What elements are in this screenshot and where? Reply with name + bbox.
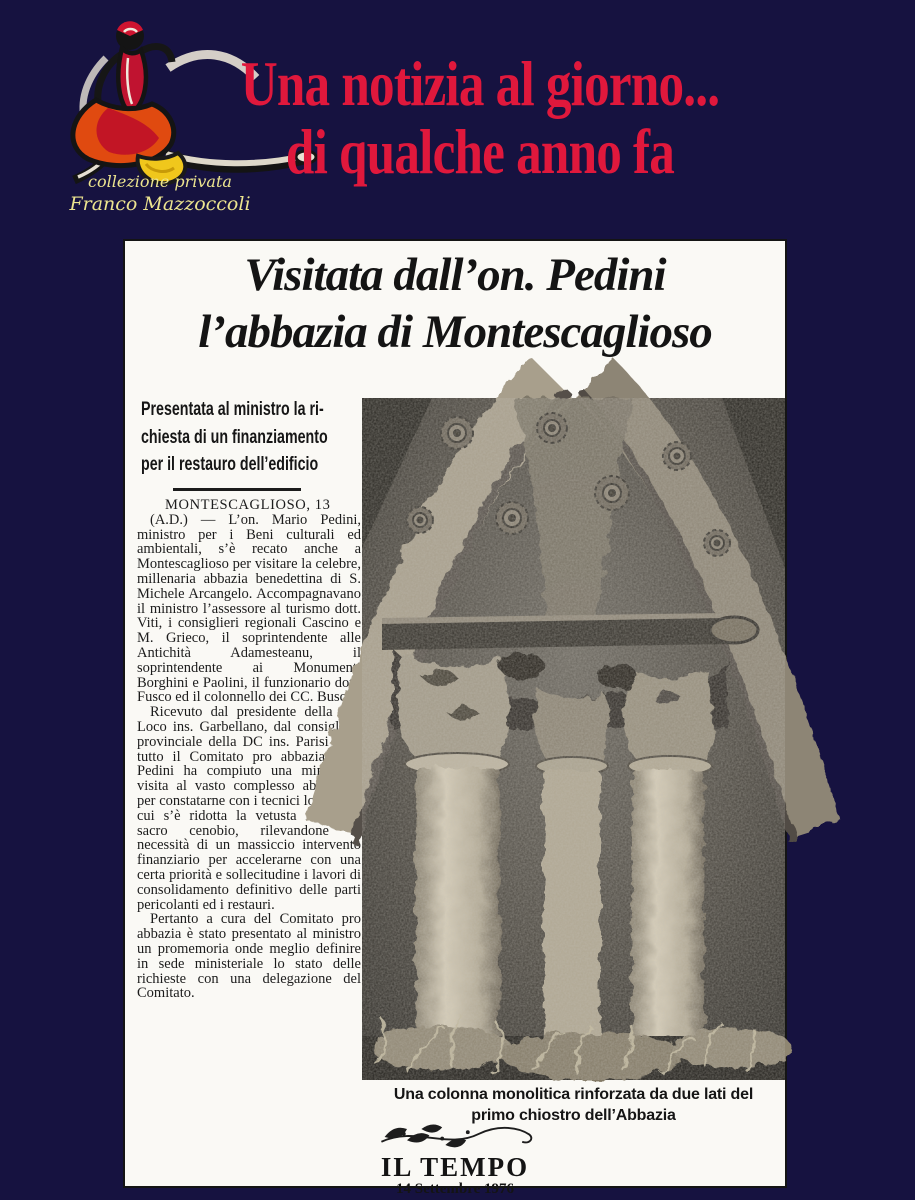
masthead	[125, 1121, 785, 1197]
article-headline	[125, 247, 785, 361]
dateline: MONTESCAGLIOSO, 13	[165, 497, 331, 513]
headline-line2: l’abbazia di Montescaglioso	[198, 306, 712, 358]
subhead-divider-rule	[173, 488, 301, 491]
newspaper-clipping	[123, 239, 787, 1197]
photo-caption	[362, 1084, 785, 1126]
collection-credit	[0, 172, 320, 216]
body-paragraph: Ricevuto dal presidente della Pro Loco ins. Garbellano, dal consigliere provinciale della DC ins. Parisi e da tutto il Comitato pro abbazia l’on. Pedini ha compiuto una minuziosa visita al vasto complesso abbaziale, per constatarne con i tecnici lo stato in cui s’è ridotta la vetusta mole del sacro cenobio, rilevandone la necessità di un massiccio intervento finanziario per accelerarne con una certa priorità e sollecitudine i lavori di consolidamento definitivo delle parti pericolanti ed i restauri.	[137, 704, 361, 913]
article-subhead	[141, 396, 328, 479]
body-paragraph: (A.D.) — L’on. Mario Pedini, ministro per i Beni culturali ed ambientali, s’è recato anche a Montescaglioso per visitare la celebre, millenaria abbazia benedettina di S. Michele Arcangelo. Accompagnavano il ministro l’assessore al turismo dott. Viti, i consiglieri regionali Cascino e M. Grieco, il soprintendente alle Antichità Adamesteanu, il soprintendente ai Monumenti Borghini e Paolini, il funzionario dott. Fusco ed il colonnello dei CC. Buscia.	[137, 511, 361, 706]
site-title-line1: Una notizia al giorno...	[240, 48, 720, 119]
subhead-line3: per il restauro dell’edificio	[141, 453, 319, 475]
cloister-column-photo	[362, 398, 785, 1080]
vine-ornament-icon	[365, 1121, 545, 1153]
collection-line2: Franco Mazzoccoli	[69, 193, 251, 215]
newspaper-date: 14 Settembre 1976	[395, 1181, 515, 1197]
subhead-line1: Presentata al ministro la ri-	[141, 398, 324, 420]
photo-caption-line2: primo chiostro dell’Abbazia	[471, 1107, 676, 1124]
newspaper-name: IL TEMPO	[380, 1152, 530, 1182]
collection-line1: collezione privata	[88, 172, 232, 191]
subhead-line2: chiesta di un finanziamento	[141, 425, 328, 448]
site-title-line2: di qualche anno fa	[285, 116, 675, 187]
body-paragraph: Pertanto a cura del Comitato pro abbazia è stato presentato al ministro un promemoria onde meglio definire in sede ministeriale lo stato delle richieste con una delegazione del Comitato.	[137, 911, 361, 1002]
headline-line1: Visitata dall’on. Pedini	[244, 249, 666, 301]
site-title	[200, 50, 760, 186]
photo-caption-line1: Una colonna monolitica rinforzata da due lati del	[393, 1086, 754, 1103]
